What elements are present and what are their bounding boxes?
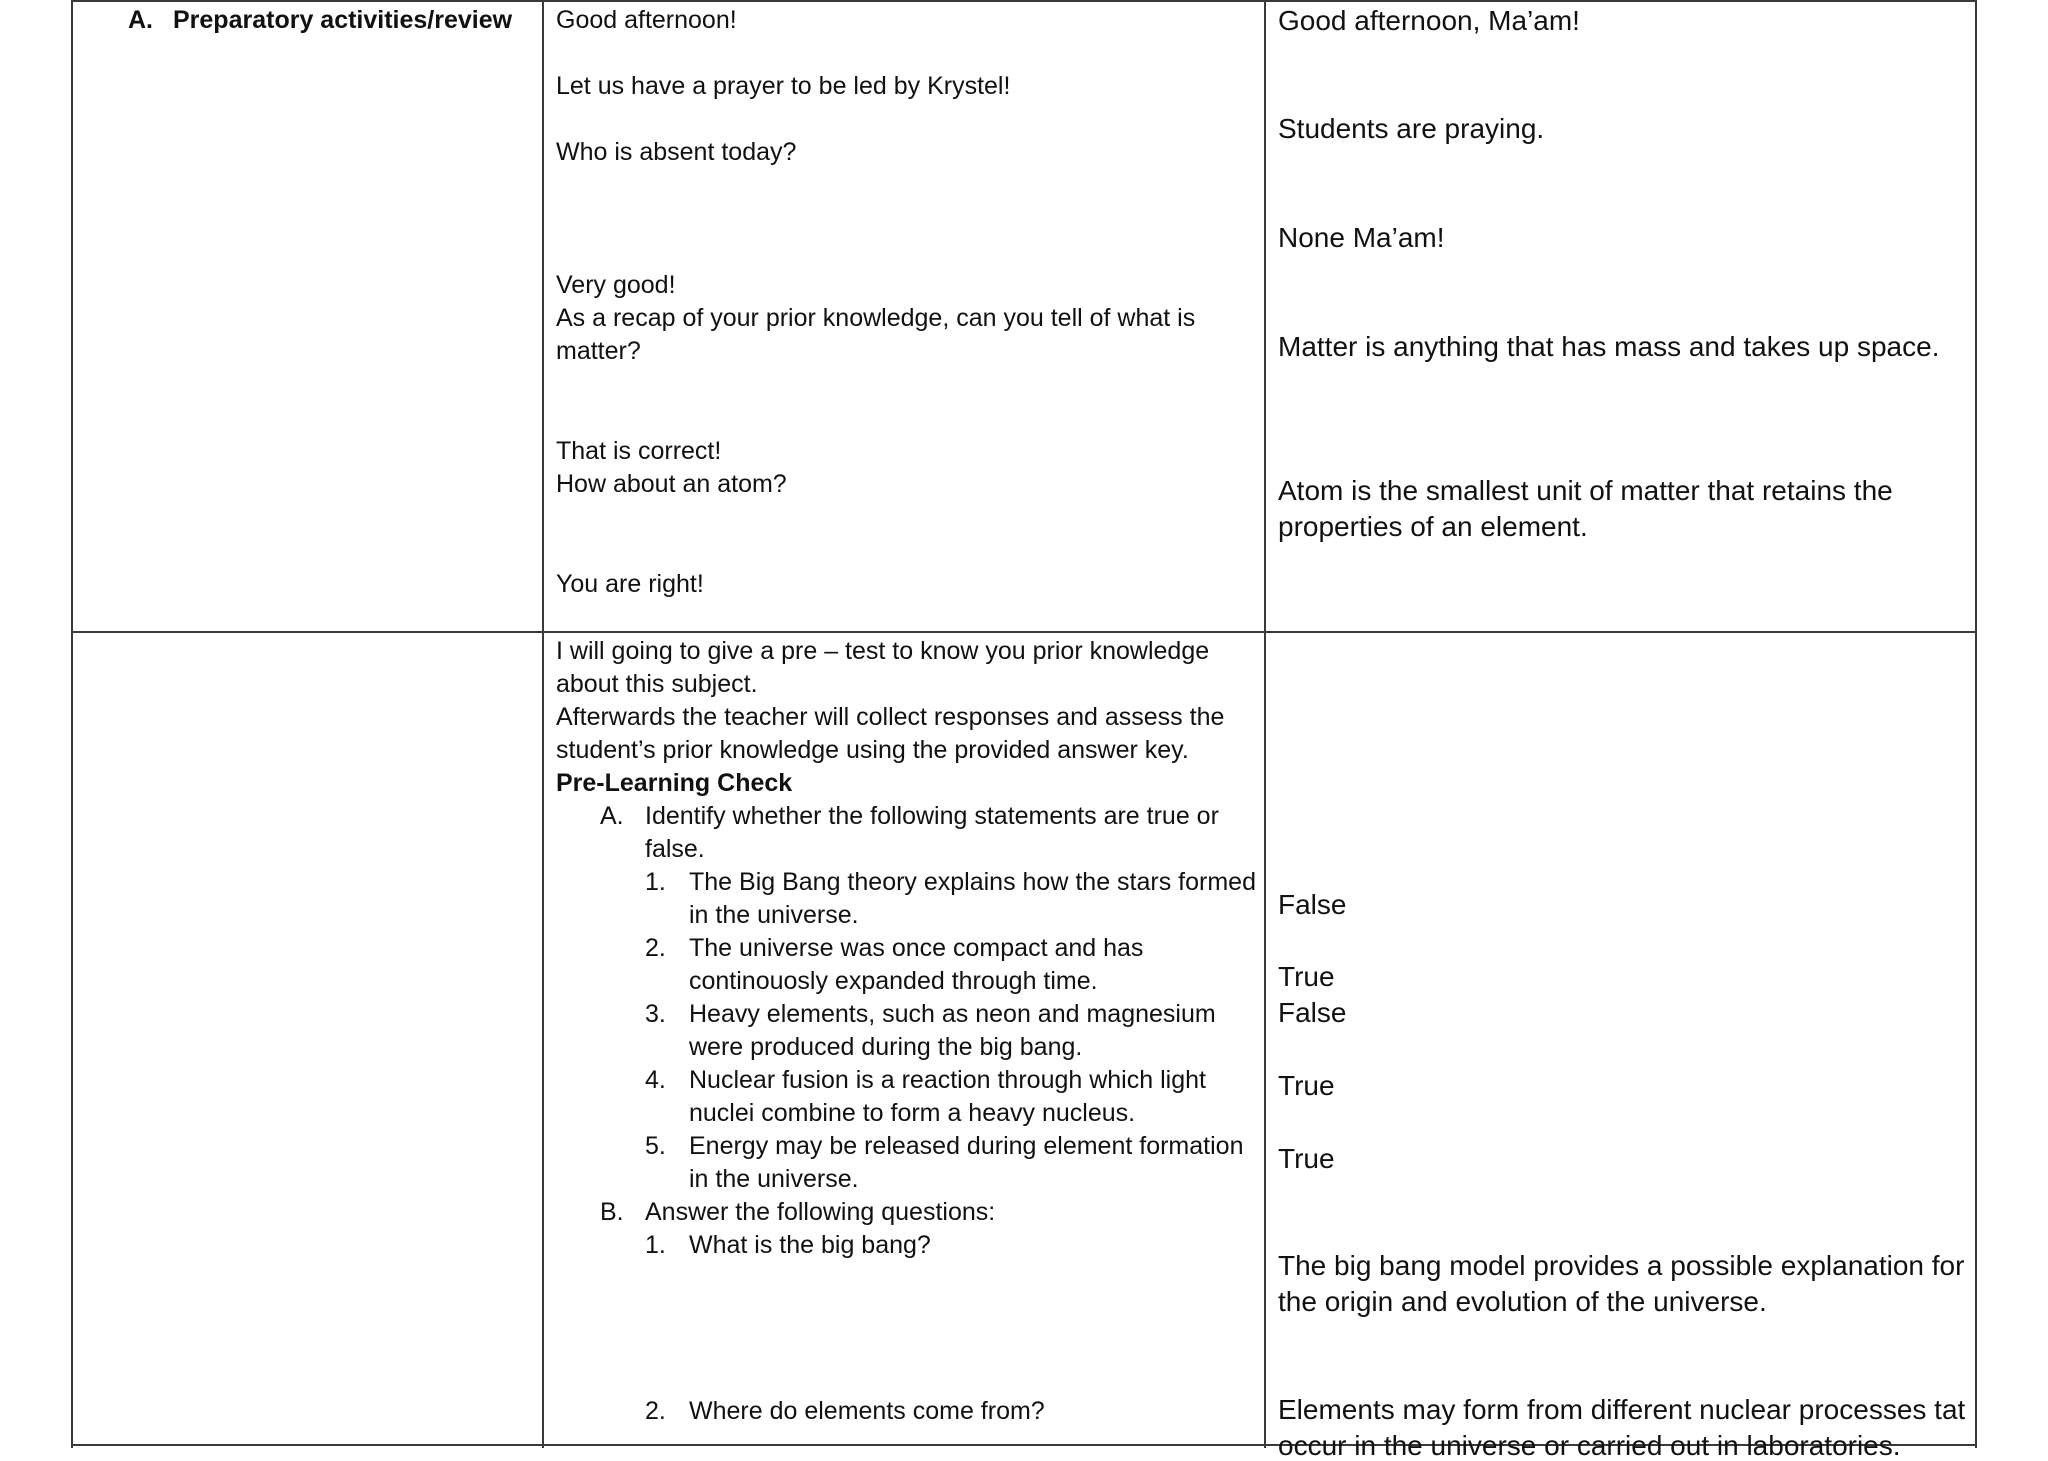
question-number: 4. — [645, 1066, 666, 1094]
true-false-question: in the universe. — [689, 1165, 859, 1193]
open-answer-line: the origin and evolution of the universe. — [1278, 1286, 1767, 1317]
question-number: 5. — [645, 1132, 666, 1160]
part-a-marker: A. — [600, 802, 624, 830]
pretest-intro-line: about this subject. — [556, 670, 758, 698]
teacher-line: How about an atom? — [556, 470, 787, 498]
teacher-line: As a recap of your prior knowledge, can you tell of what is — [556, 304, 1196, 332]
student-response: properties of an element. — [1278, 511, 1588, 542]
teacher-line: Very good! — [556, 271, 676, 299]
column-divider-2 — [1264, 0, 1266, 1448]
table-right-border — [1975, 0, 1977, 1448]
open-answer-line: The big bang model provides a possible explanation for — [1278, 1250, 1965, 1281]
row-divider — [71, 631, 1976, 633]
tf-answer: True — [1278, 961, 1335, 992]
open-answer-line: occur in the universe or carried out in laboratories. — [1278, 1430, 1901, 1461]
question-number: 1. — [645, 868, 666, 896]
pretest-intro-line: student’s prior knowledge using the provided answer key. — [556, 736, 1189, 764]
true-false-question: The Big Bang theory explains how the stars formed — [689, 868, 1256, 896]
true-false-question: nuclei combine to form a heavy nucleus. — [689, 1099, 1136, 1127]
teacher-line: matter? — [556, 337, 641, 365]
part-a-instruction: false. — [645, 835, 705, 863]
true-false-question: Energy may be released during element formation — [689, 1132, 1244, 1160]
student-response: Students are praying. — [1278, 113, 1545, 144]
teacher-line: Who is absent today? — [556, 138, 797, 166]
section-title: Preparatory activities/review — [173, 6, 513, 34]
pretest-intro-line: Afterwards the teacher will collect responses and assess the — [556, 703, 1225, 731]
section-marker: A. — [128, 6, 153, 34]
true-false-question: were produced during the big bang. — [689, 1033, 1083, 1061]
part-b-marker: B. — [600, 1198, 624, 1226]
open-question: What is the big bang? — [689, 1231, 931, 1259]
true-false-question: Nuclear fusion is a reaction through which light — [689, 1066, 1206, 1094]
part-b-instruction: Answer the following questions: — [645, 1198, 996, 1226]
true-false-question: continouosly expanded through time. — [689, 967, 1098, 995]
question-number: 2. — [645, 1397, 666, 1425]
open-answer-line: Elements may form from different nuclear processes tat — [1278, 1394, 1966, 1425]
open-question: Where do elements come from? — [689, 1397, 1045, 1425]
pretest-intro-line: I will going to give a pre – test to know you prior knowledge — [556, 637, 1210, 665]
true-false-question: Heavy elements, such as neon and magnesium — [689, 1000, 1216, 1028]
student-response: Atom is the smallest unit of matter that retains the — [1278, 475, 1893, 506]
teacher-line: Good afternoon! — [556, 6, 737, 34]
pretest-heading: Pre-Learning Check — [556, 769, 793, 797]
tf-answer: True — [1278, 1070, 1335, 1101]
tf-answer: False — [1278, 997, 1347, 1028]
tf-answer: False — [1278, 889, 1347, 920]
true-false-question: The universe was once compact and has — [689, 934, 1144, 962]
teacher-line: Let us have a prayer to be led by Krystel! — [556, 72, 1011, 100]
question-number: 2. — [645, 934, 666, 962]
teacher-line: That is correct! — [556, 437, 722, 465]
student-response: Good afternoon, Ma’am! — [1278, 5, 1580, 36]
table-top-border — [71, 0, 1976, 2]
student-response: Matter is anything that has mass and takes up space. — [1278, 331, 1940, 362]
column-divider-1 — [542, 0, 544, 1448]
student-response: None Ma’am! — [1278, 222, 1445, 253]
question-number: 3. — [645, 1000, 666, 1028]
part-a-instruction: Identify whether the following statements are true or — [645, 802, 1219, 830]
question-number: 1. — [645, 1231, 666, 1259]
teacher-line: You are right! — [556, 570, 704, 598]
true-false-question: in the universe. — [689, 901, 859, 929]
tf-answer: True — [1278, 1143, 1335, 1174]
table-left-border — [71, 0, 73, 1448]
